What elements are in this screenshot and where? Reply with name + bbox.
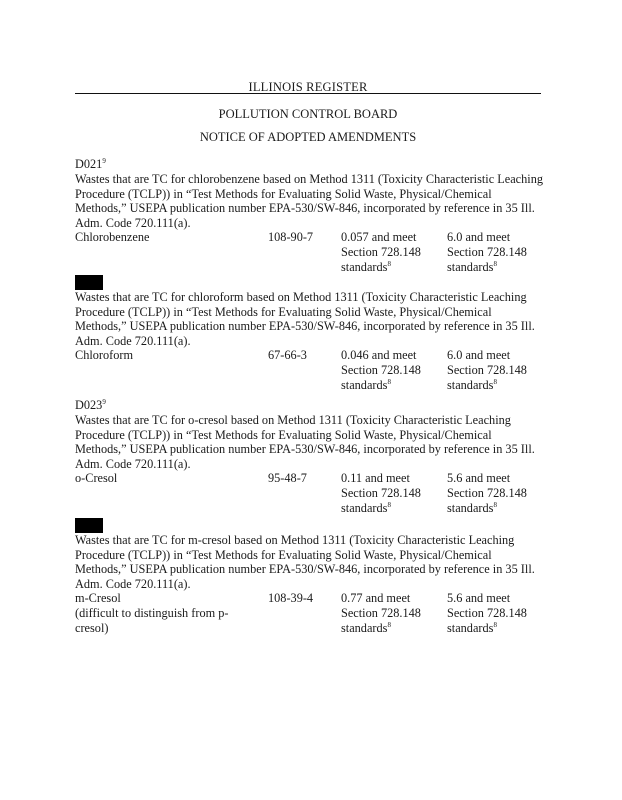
waste-code: $D023^9$ (75, 398, 106, 412)
waste-code-redacted (75, 518, 545, 533)
waste-code: $D021^9$ (75, 157, 106, 171)
constituent-row (75, 471, 545, 516)
constituent-name: Chloroform (75, 348, 134, 362)
constituent-row (75, 230, 545, 275)
wastewater-standard: 0.046 and meet Section 728.148 standards$^8$ (341, 348, 421, 392)
redaction-block (75, 275, 103, 290)
waste-description: Wastes that are TC for o-cresol based on Method 1311 (Toxicity Characteristic Leaching Procedure (TCLP)) in “Test Methods for Evaluating Solid Waste, Physical/Chemical Methods,” USEPA publication number EPA-530/SW-846, incorporated by reference in 35 Ill. Adm. Code 720.111(a). (75, 413, 535, 471)
waste-description: Wastes that are TC for m-cresol based on Method 1311 (Toxicity Characteristic Leaching Procedure (TCLP)) in “Test Methods for Evaluating Solid Waste, Physical/Chemical Methods,” USEPA publication number EPA-530/SW-846, incorporated by reference in 35 Ill. Adm. Code 720.111(a). (75, 533, 535, 591)
nonwastewater-standard: 6.0 and meet Section 728.148 standards$^8$ (447, 348, 527, 392)
waste-description: Wastes that are TC for chlorobenzene based on Method 1311 (Toxicity Characteristic Leaching Procedure (TCLP)) in “Test Methods for Evaluating Solid Waste, Physical/Chemical Methods,” USEPA publication number EPA-530/SW-846, incorporated by reference in 35 Ill. Adm. Code 720.111(a). (75, 172, 544, 230)
constituent-row (75, 348, 545, 393)
constituent-name: o-Cresol (75, 471, 118, 485)
constituent-name: m-Cresol (difficult to distinguish from p- cresol) (75, 591, 229, 635)
nonwastewater-standard: 5.6 and meet Section 728.148 standards$^8$ (447, 471, 527, 515)
redaction-block (75, 518, 103, 533)
register-title: ILLINOIS REGISTER (248, 80, 368, 94)
wastewater-standard: 0.057 and meet Section 728.148 standards$^8$ (341, 230, 421, 274)
wastewater-standard: 0.11 and meet Section 728.148 standards$^8$ (341, 471, 421, 515)
nonwastewater-standard: 5.6 and meet Section 728.148 standards$^8$ (447, 591, 527, 635)
header-rule (75, 93, 541, 94)
wastewater-standard: 0.77 and meet Section 728.148 standards$^8$ (341, 591, 421, 635)
waste-entry-d021 (75, 157, 545, 275)
waste-entry-m-cresol (75, 518, 545, 636)
cas-number: 108-39-4 (268, 591, 314, 605)
waste-code-redacted (75, 275, 545, 290)
nonwastewater-standard: 6.0 and meet Section 728.148 standards$^8$ (447, 230, 527, 274)
board-title: POLLUTION CONTROL BOARD (218, 107, 398, 121)
waste-description: Wastes that are TC for chloroform based on Method 1311 (Toxicity Characteristic Leaching Procedure (TCLP)) in “Test Methods for Evaluating Solid Waste, Physical/Chemical Methods,” USEPA publication number EPA-530/SW-846, incorporated by reference in 35 Ill. Adm. Code 720.111(a). (75, 290, 535, 348)
constituent-row (75, 591, 545, 636)
cas-number: 108-90-7 (268, 230, 314, 244)
constituent-name: Chlorobenzene (75, 230, 150, 244)
cas-number: 67-66-3 (268, 348, 307, 362)
cas-number: 95-48-7 (268, 471, 307, 485)
waste-entry-d023 (75, 398, 545, 516)
notice-title: NOTICE OF ADOPTED AMENDMENTS (199, 130, 417, 144)
waste-entry-chloroform (75, 275, 545, 393)
